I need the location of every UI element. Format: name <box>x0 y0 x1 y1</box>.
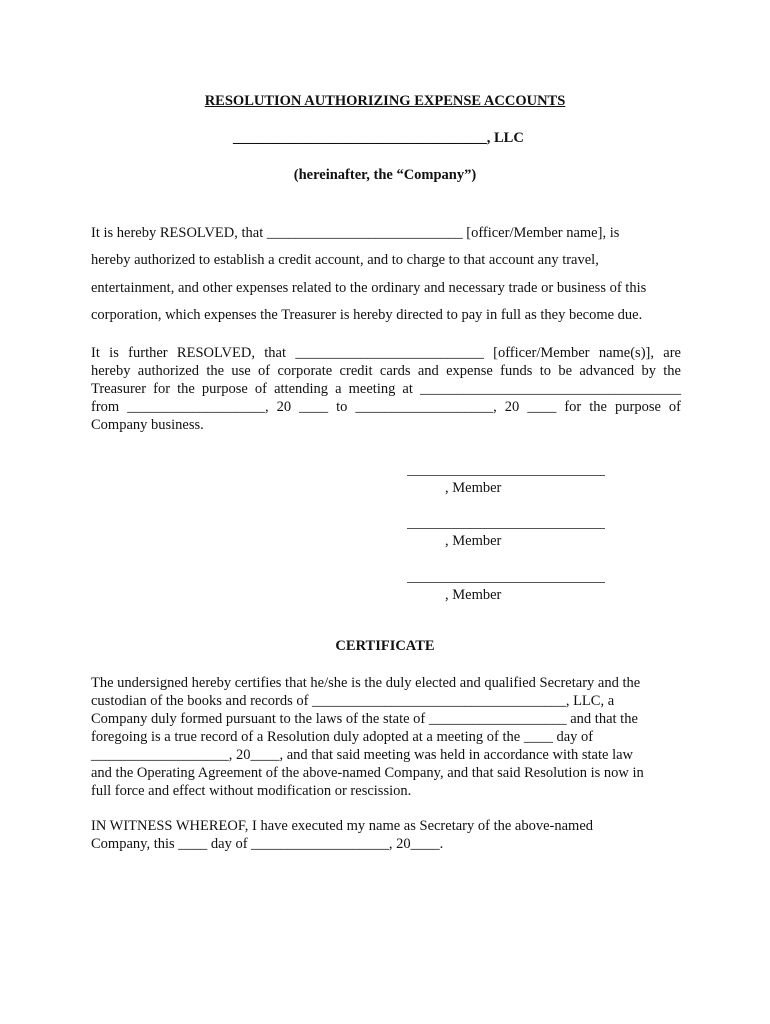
paragraph-line: entertainment, and other expenses related to the ordinary and necessary trade or business of this <box>91 279 647 296</box>
certificate-paragraph <box>91 674 681 800</box>
hereinafter-line: (hereinafter, the “Company”) <box>293 167 477 183</box>
certificate-heading: CERTIFICATE <box>335 638 435 654</box>
company-name-line: ___________________________________, LLC <box>233 130 524 146</box>
paragraph-line: foregoing is a true record of a Resolution duly adopted at a meeting of the ____ day of <box>91 729 594 745</box>
paragraph-line: IN WITNESS WHEREOF, I have executed my name as Secretary of the above-named <box>91 818 594 834</box>
paragraph-line: ___________________, 20____, and that said meeting was held in accordance with state law <box>91 747 634 763</box>
signature-label: , Member <box>445 587 502 603</box>
paragraph-line: custodian of the books and records of ___________________________________, LLC, a <box>91 693 615 709</box>
member-signature-3 <box>407 582 605 604</box>
paragraph-line: Company business. <box>91 417 204 433</box>
signature-line <box>407 528 605 529</box>
paragraph-line: Company duly formed pursuant to the laws of the state of ___________________ and that the <box>91 711 638 727</box>
paragraph-line: The undersigned hereby certifies that he/she is the duly elected and qualified Secretary and the <box>91 675 641 691</box>
paragraph-line: hereby authorized the use of corporate credit cards and expense funds to be advanced by the <box>91 363 681 379</box>
member-signature-1 <box>407 475 605 497</box>
paragraph-line: Company, this ____ day of ___________________, 20____. <box>91 836 444 852</box>
signature-label: , Member <box>445 480 502 496</box>
paragraph-line: It is hereby RESOLVED, that ___________________________ [officer/Member name], is <box>91 225 620 241</box>
signature-line <box>407 475 605 476</box>
paragraph-line: It is further RESOLVED, that __________________________ [officer/Member name(s)], are <box>91 345 681 361</box>
paragraph-line: and the Operating Agreement of the above-named Company, and that said Resolution is now in <box>91 765 644 781</box>
paragraph-line: Treasurer for the purpose of attending a meeting at ____________________________________ <box>91 381 681 397</box>
member-signature-2 <box>407 528 605 550</box>
document-title: RESOLUTION AUTHORIZING EXPENSE ACCOUNTS <box>204 93 566 109</box>
witness-paragraph <box>91 817 681 853</box>
signature-label: , Member <box>445 533 502 549</box>
resolution-paragraph-2 <box>91 344 681 434</box>
paragraph-line: hereby authorized to establish a credit account, and to charge to that account any travel, <box>91 252 599 269</box>
signature-line <box>407 582 605 583</box>
paragraph-line: from ___________________, 20 ____ to ___________________, 20 ____ for the purpose of <box>91 399 681 415</box>
resolution-paragraph-1 <box>91 220 681 329</box>
paragraph-line: full force and effect without modification or rescission. <box>91 783 412 799</box>
paragraph-line: corporation, which expenses the Treasurer is hereby directed to pay in full as they become due. <box>91 306 643 323</box>
